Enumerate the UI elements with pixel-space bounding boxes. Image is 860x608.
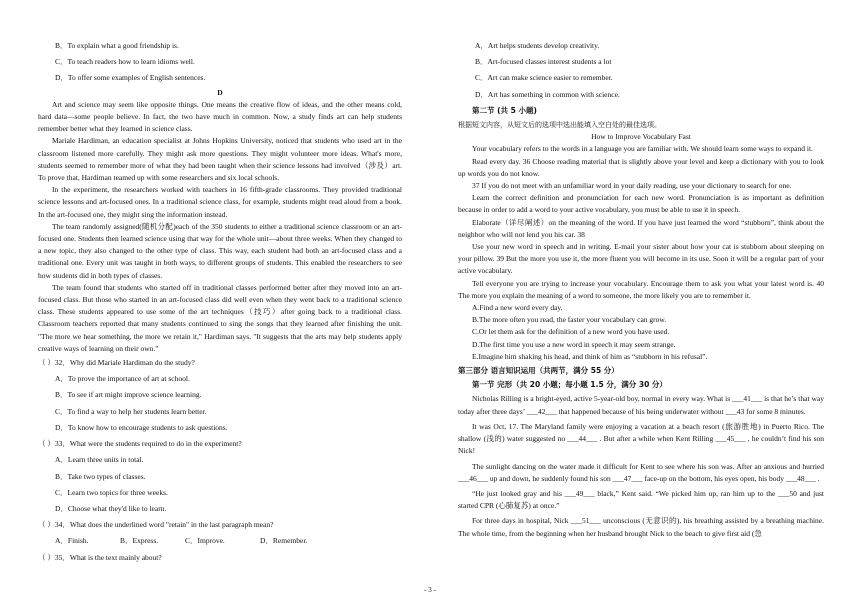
option: A．Finish. bbox=[55, 536, 89, 546]
paragraph: “He just looked gray and his ___49___ black,” Kent said. “We picked him up, ran him up to the ___50 and just started CPR (心肺复苏) at once.” bbox=[458, 488, 824, 511]
option: C.Or let them ask for the definition of a new word you have used. bbox=[472, 327, 670, 337]
page-number: - 3 - bbox=[424, 586, 436, 594]
option: B．Express. bbox=[120, 536, 159, 546]
left-column bbox=[38, 40, 402, 564]
right-column bbox=[458, 40, 824, 540]
option: D.The first time you use a new word in speech it may seem strange. bbox=[472, 339, 676, 349]
paragraph: The team found that students who started off in traditional classes performed better after they moved into an art-focused class. But those who started in an art-focused class did well even when they went back to a traditional science class. These students appeared to use some of the art techniques（技巧）after going back to a traditional class. Classroom teachers reported that many students continued to sing the songs that they learned after finishing the unit. "The more we hear something, the more we retain it," Hardiman says. "It suggests that the arts may help students apply creative ways of learning on their own." bbox=[38, 282, 402, 353]
question-33: （ ）33．What were the students required to do in the experiment? bbox=[38, 439, 242, 449]
option: C．To find a way to help her students learn better. bbox=[55, 406, 207, 416]
paragraph: Mariale Hardiman, an education specialist at Johns Hopkins University, noticed that students who used art in the classroom listened more carefully. They might ask more questions. They might volunteer more ideas. What's more, students seemed to remember more of what they had been taught when their science lessons had involved（涉及）art. To prove that, Hardiman teamed up with some researchers and six local schools. bbox=[38, 136, 402, 183]
section-instruction: 根据短文内容，从短文后的选项中选出能填入空白处的最佳选项。 bbox=[458, 121, 661, 130]
option: C．Improve. bbox=[185, 536, 225, 546]
paragraph: In the experiment, the researchers worked with teachers in 16 fifth-grade classrooms. They provided traditional science lessons and art-focused ones. In a traditional science class, for example, students might read aloud from a book. In the art-focused one, they might sing the information instead. bbox=[38, 185, 402, 219]
option-row bbox=[38, 535, 402, 547]
section-title: 第一节 完形（共 20 小题；每小题 1.5 分，满分 30 分） bbox=[472, 380, 667, 390]
option: B．To explain what a good friendship is. bbox=[55, 41, 179, 50]
option: B．To see if art might improve science learning. bbox=[55, 390, 202, 400]
option: C．To teach readers how to learn idioms well. bbox=[55, 57, 195, 67]
paragraph: It was Oct, 17. The Maryland family were enjoying a vacation at a beach resort (旅游胜地) in Puerto Rico. The shallow (浅的) water suggested no ___44___ . But after a while when Kent Rilling ___45___ , he couldn’t find his son Nick! bbox=[458, 421, 824, 456]
option: D．To offer some examples of English sentences. bbox=[55, 73, 206, 83]
paragraph: The team randomly assigned(随机分配)each of the 350 students to either a traditional science classroom or an art-focused one. Students then learned science using that way for the whole unit—about three weeks. When they changed to a new topic, they also changed to the other type of class. This way, each student had both an art-focused class and a traditional one. Every unit was taught in both ways, to different groups of students. This enabled the researchers to see how students did in both types of classes. bbox=[38, 221, 402, 280]
section-title: 第二节 (共 5 小题) bbox=[472, 105, 537, 115]
question-35: （ ）35．What is the text mainly about? bbox=[38, 552, 162, 562]
option: D．Choose what they'd like to learn. bbox=[55, 503, 167, 513]
paragraph: The sunlight dancing on the water made it difficult for Kent to see where his son was. After an anxious and hurried ___46___ up and down, he suddenly found his son ___47___ face-up on the bottom, his eyes open, his body ___48___ . bbox=[458, 461, 824, 483]
option: E.Imagine him shaking his head, and think of him as “stubborn in his refusal”. bbox=[472, 351, 708, 361]
option: D．Art has something in common with science. bbox=[475, 89, 620, 99]
option: A.Find a new word every day. bbox=[472, 303, 563, 313]
paragraph: Read every day. 36 Choose reading material that is slightly above your level and keep a dictionary with you to look up words you do not know. bbox=[458, 156, 824, 178]
paragraph: Your vocabulary refers to the words in a language you are familiar with. We should learn some ways to expand it. bbox=[472, 144, 813, 154]
paragraph: Learn the correct definition and pronunciation for each new word. Pronunciation is as important as definition because in order to add a word to your active vocabulary, you must be able to use it in speech. bbox=[458, 193, 824, 215]
option: C．Learn two topics for three weeks. bbox=[55, 487, 168, 497]
part-title: 第三部分 语言知识运用（共两节，满分 55 分） bbox=[458, 366, 619, 376]
option: B．Take two types of classes. bbox=[55, 471, 146, 481]
paragraph: For three days in hospital, Nick ___51___ unconscious (无意识的), his breathing assisted by a breathing machine. The whole time, from the beginning when her husband brought Nick to the beach to give first aid (急 bbox=[458, 516, 824, 538]
option: B．Art-focused classes interest students a lot bbox=[475, 57, 612, 67]
option: C．Art can make science easier to remember. bbox=[475, 73, 613, 83]
paragraph: 37 If you do not meet with an unfamiliar word in your daily reading, use your dictionary to search for one. bbox=[472, 181, 792, 191]
option: B.The more often you read, the faster your vocabulary can grow. bbox=[472, 315, 667, 325]
option: A．To prove the importance of art at school. bbox=[55, 374, 190, 384]
passage-label: D bbox=[217, 87, 223, 97]
question-34: （ ）34．What does the underlined word "retain" in the last paragraph mean? bbox=[38, 520, 274, 530]
paragraph: Art and science may seem like opposite things. One means the creative flow of ideas, and the other means cold, hard data—some people believe. In fact, the two have much in common. Now, a study finds art can help students remember better what they learned in science class. bbox=[38, 99, 402, 134]
option: D．To know how to encourage students to ask questions. bbox=[55, 422, 228, 432]
paragraph: Elaborate（详尽阐述）on the meaning of the word. If you have just learned the word “stubborn”, think about the neighbor who will not lend you his car. 38 bbox=[458, 217, 824, 239]
option: A．Learn three units in total. bbox=[55, 455, 144, 465]
question-32: （ ）32．Why did Mariale Hardiman do the study? bbox=[38, 358, 195, 368]
option: A．Art helps students develop creativity. bbox=[475, 41, 600, 50]
passage-title: How to Improve Vocabulary Fast bbox=[591, 132, 691, 142]
paragraph: Tell everyone you are trying to increase your vocabulary. Encourage them to ask you what your latest word is. 40 The more you explain the meaning of a word to someone, the more likely you are to remember it. bbox=[458, 278, 824, 300]
paragraph: Use your new word in speech and in writing. E-mail your sister about how your cat is stubborn about sleeping on your pillow. 39 But the more you use it, the more fluent you will become in its use. Soon it will be a regular part of your active vocabulary. bbox=[458, 242, 824, 276]
option: D．Remember. bbox=[260, 536, 308, 546]
paragraph: Nicholas Rilling is a bright-eyed, active 5-year-old boy, normal in every way. What is ___41___ is that he’s that way today after three days’ ___42___ that happened because of his being underwater without ___43 for some 8 minutes. bbox=[458, 394, 824, 416]
